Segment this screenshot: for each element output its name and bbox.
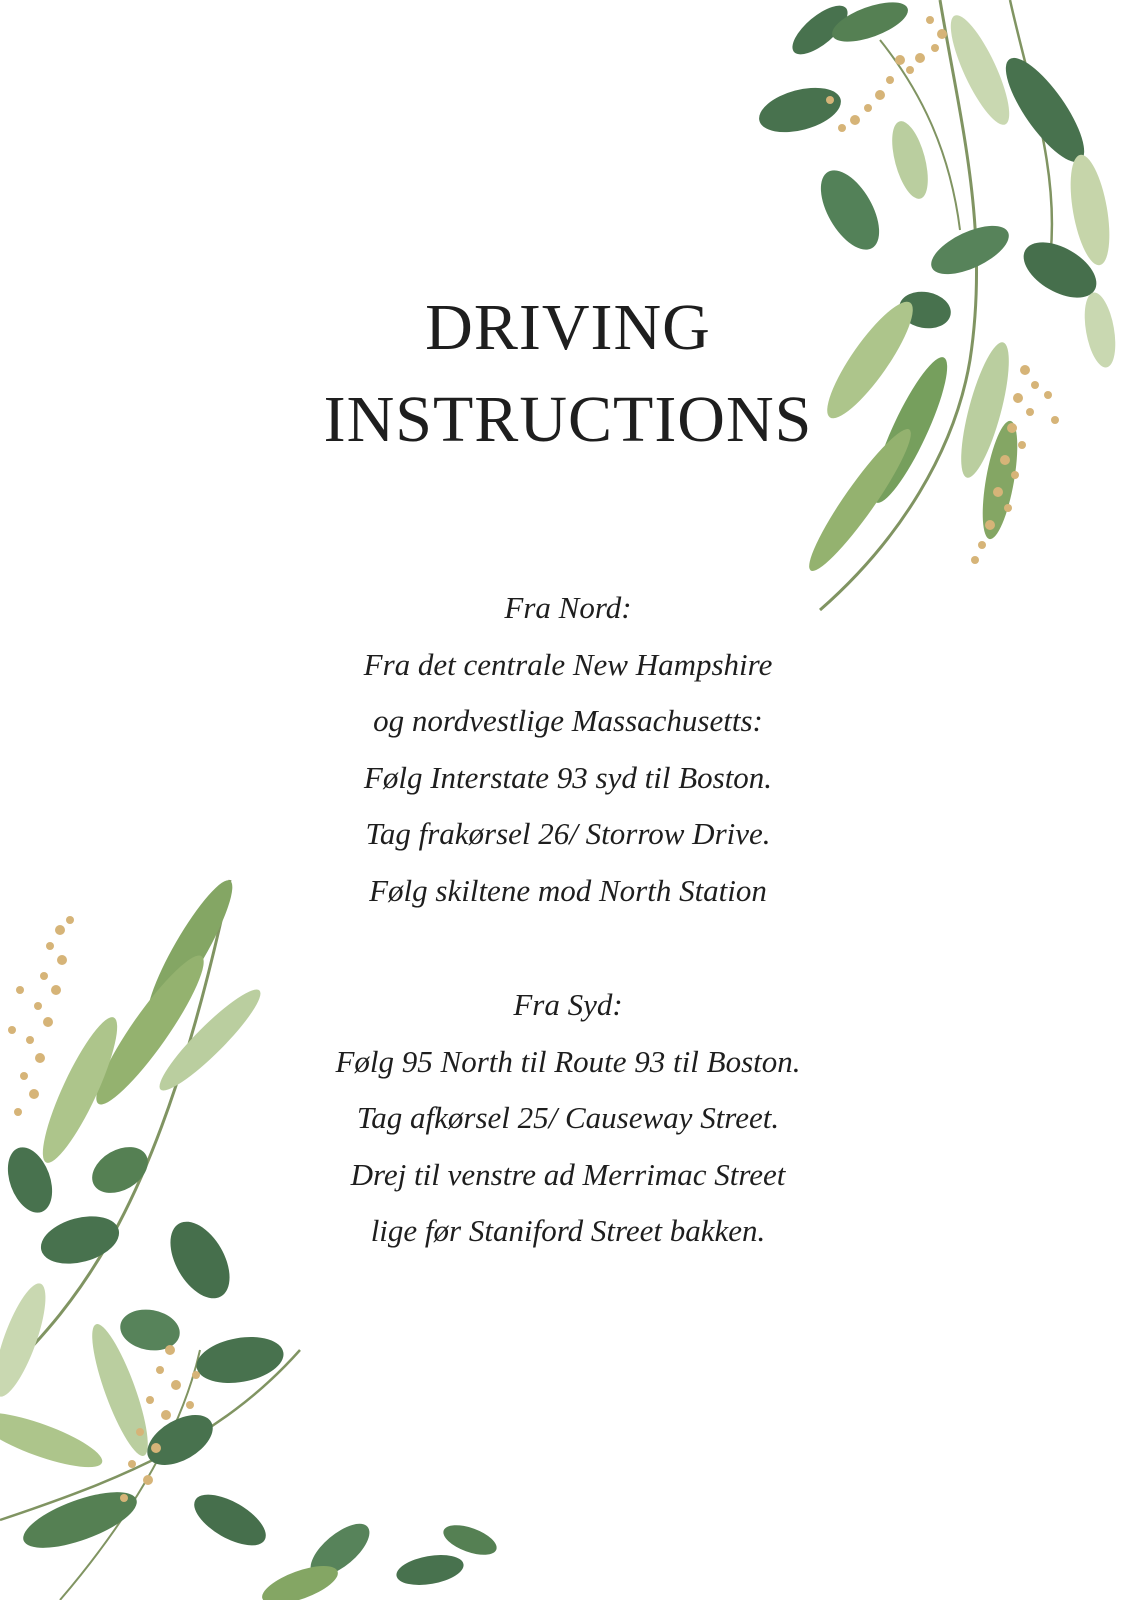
title-line-1: DRIVING — [425, 291, 711, 364]
south-line: Tag afkørsel 25/ Causeway Street. — [356, 1100, 780, 1135]
south-heading: Fra Syd: — [513, 987, 623, 1022]
north-line: Tag frakørsel 26/ Storrow Drive. — [365, 816, 771, 851]
north-line: Følg skiltene mod North Station — [369, 872, 767, 908]
south-line: lige før Staniford Street bakken. — [370, 1213, 766, 1248]
north-line: og nordvestlige Massachusetts: — [373, 703, 763, 738]
directions-from-north — [0, 580, 1136, 919]
north-heading: Fra Nord: — [504, 590, 632, 625]
page-title — [0, 282, 1136, 466]
south-line: Følg 95 North til Route 93 til Boston. — [335, 1043, 801, 1079]
north-line: Fra det centrale New Hampshire — [363, 646, 773, 682]
title-line-2: INSTRUCTIONS — [323, 383, 813, 456]
south-line: Drej til venstre ad Merrimac Street — [350, 1156, 786, 1192]
north-line: Følg Interstate 93 syd til Boston. — [363, 759, 773, 795]
directions-from-south — [0, 977, 1136, 1260]
